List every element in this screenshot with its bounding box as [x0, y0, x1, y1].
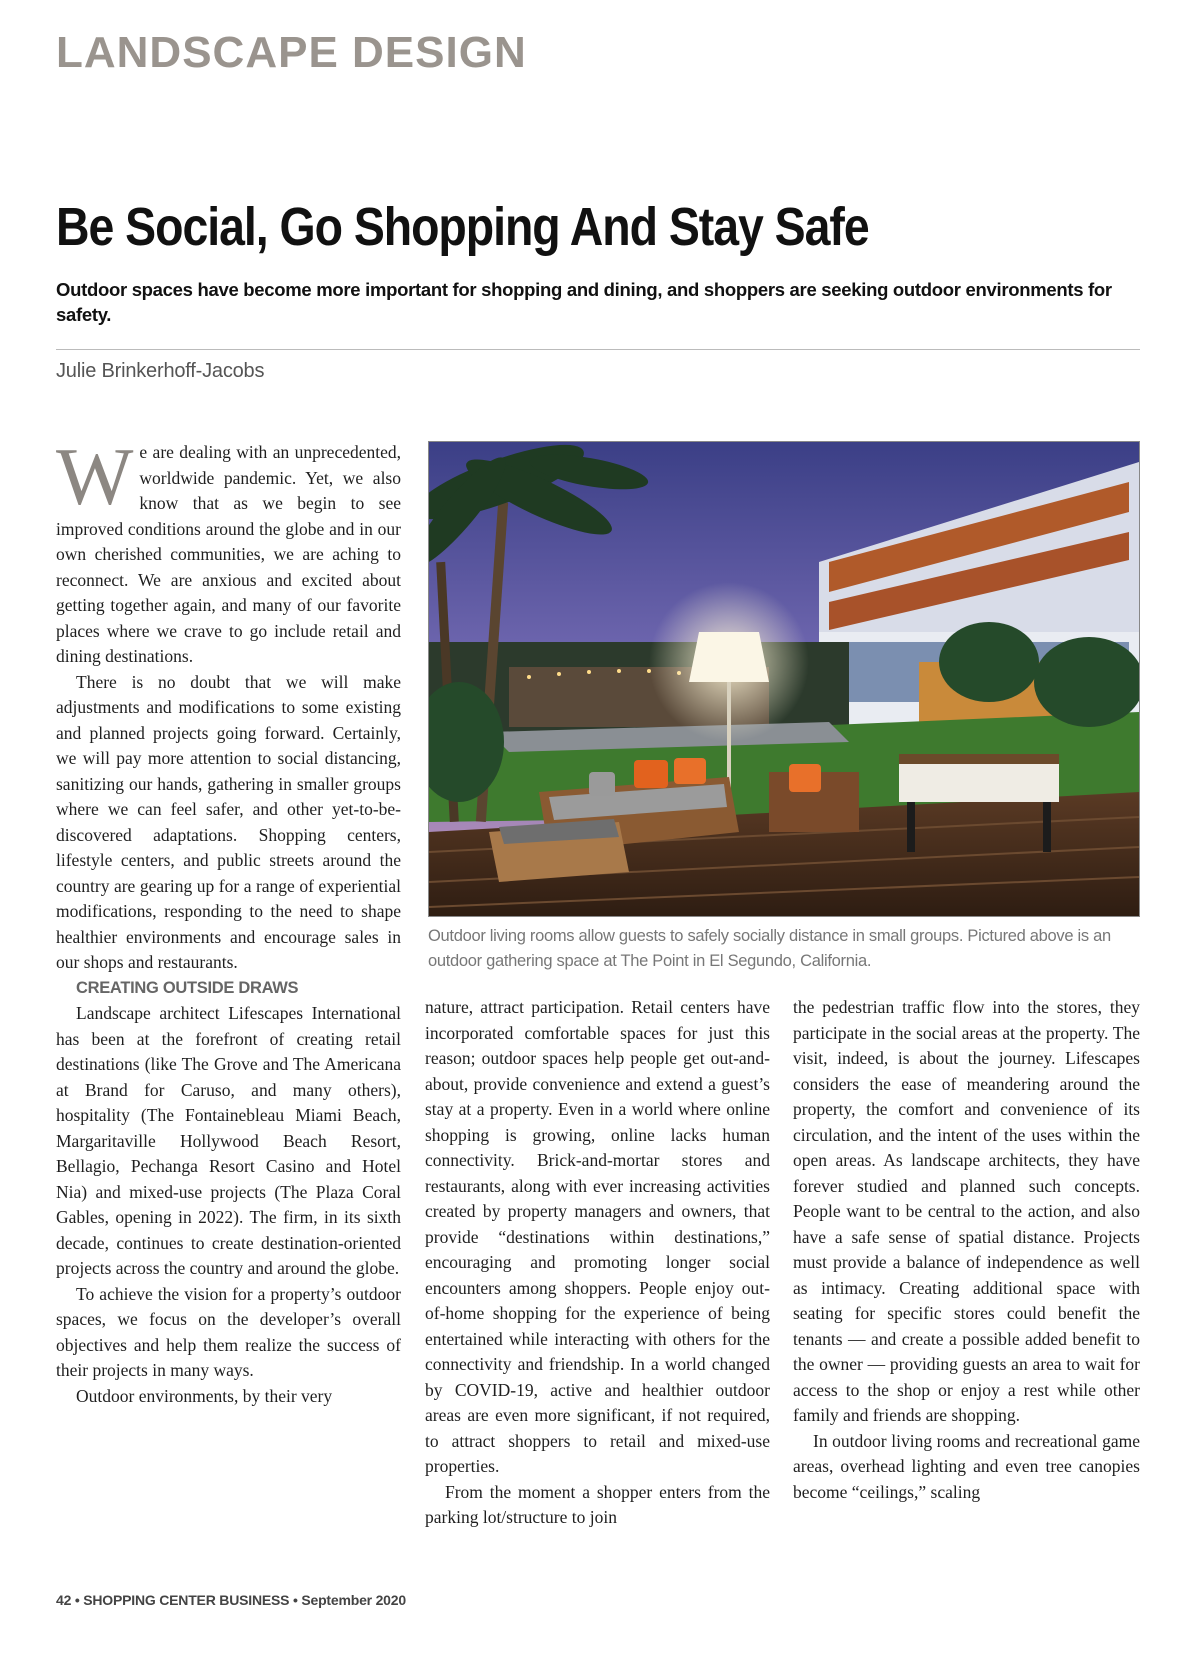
drop-cap: W — [56, 431, 134, 522]
author-byline: Julie Brinkerhoff-Jacobs — [56, 360, 265, 382]
paragraph: the pedestrian traffic flow into the stores, they participate in the social areas at the property. The visit, indeed, is about the journey. Lifescapes considers the ease of meandering around the property, the comfort and convenience of its circulation, and the intent of the uses within the open areas. As landscape architects, they have forever studied and planned such concepts. People want to be central to the action, and also have a safe sense of spatial distance. Projects must provide a balance of independence as well as intimacy. Creating additional space with seating for specific stores could benefit the tenants — and create a possible added benefit to the owner — providing guests an area to wait for access to the shop or enjoy a rest while other family and friends are shopping. — [793, 997, 1140, 1425]
section-subhead: CREATING OUTSIDE DRAWS — [76, 978, 299, 997]
paragraph: There is no doubt that we will make adjustments and modifications to some existing and planned projects going forward. Certainly, we will pay more attention to social distancing, sanitizing our hands, gathering in smaller groups where we can feel safer, and other yet-to-be-discovered adaptations. Shopping centers, lifestyle centers, and public streets around the country are gearing up for a range of experiential modifications, responding to the need to shape healthier environments and encourage sales in our shops and restaurants. — [56, 671, 401, 972]
article-photo — [428, 441, 1140, 917]
article-column-3 — [793, 995, 1140, 1505]
article-column-2 — [425, 995, 770, 1531]
paragraph: nature, attract participation. Retail centers have incorporated comfortable spaces for just this reason; outdoor spaces help people get out-and-about, provide convenience and extend a guest’s stay at a property. Even in a world where online shopping is growing, online lacks human connectivity. Brick-and-mortar stores and restaurants, along with ever increasing activities created by property managers and owners, that provide “destinations within destinations,” encouraging and promoting longer social encounters among shoppers. People enjoy out-of-home shopping for the experience of being entertained while interacting with others for the connectivity and friendship. In a world changed by COVID-19, active and healthier outdoor areas are even more significant, if not required, to attract shoppers to retail and mixed-use properties. — [425, 997, 770, 1476]
header-divider — [56, 349, 1140, 350]
page-footer: 42 • SHOPPING CENTER BUSINESS • September 2020 — [56, 1592, 406, 1608]
article-title: Be Social, Go Shopping And Stay Safe — [56, 197, 869, 257]
paragraph-text: e are dealing with an unprecedented, worldwide pandemic. Yet, we also know that as we begin to see improved conditions around the globe and in our own cherished communities, we are aching to reconnect. We are anxious and excited about getting together again, and many of our favorite places where we crave to go include retail and dining destinations. — [56, 442, 401, 666]
paragraph: From the moment a shopper enters from the parking lot/structure to join — [425, 1481, 770, 1527]
article-subtitle: Outdoor spaces have become more important for shopping and dining, and shoppers are seeking outdoor environments for safety. — [56, 279, 1112, 325]
paragraph — [56, 431, 401, 670]
paragraph: To achieve the vision for a property’s outdoor spaces, we focus on the developer’s overall objectives and help them realize the success of their projects in many ways. — [56, 1283, 401, 1380]
paragraph: Outdoor environments, by their very — [76, 1385, 333, 1406]
paragraph: Landscape architect Lifescapes International has been at the forefront of creating retail destinations (like The Grove and The Americana at Brand for Caruso, and many others), hospitality (The Fontainebleau Miami Beach, Margaritaville Hollywood Beach Resort, Bellagio, Pechanga Resort Casino and Hotel Nia) and mixed-use projects (The Plaza Coral Gables, opening in 2022). The firm, in its sixth decade, continues to create destination-oriented projects across the country and around the globe. — [56, 1003, 401, 1278]
section-label: LANDSCAPE DESIGN — [56, 28, 527, 77]
article-column-1 — [56, 431, 401, 1409]
photo-caption: Outdoor living rooms allow guests to safely socially distance in small groups. Pictured above is an outdoor gathering space at The Point in El Segundo, California. — [428, 927, 1111, 970]
paragraph: In outdoor living rooms and recreational game areas, overhead lighting and even tree canopies become “ceilings,” scaling — [793, 1430, 1140, 1502]
